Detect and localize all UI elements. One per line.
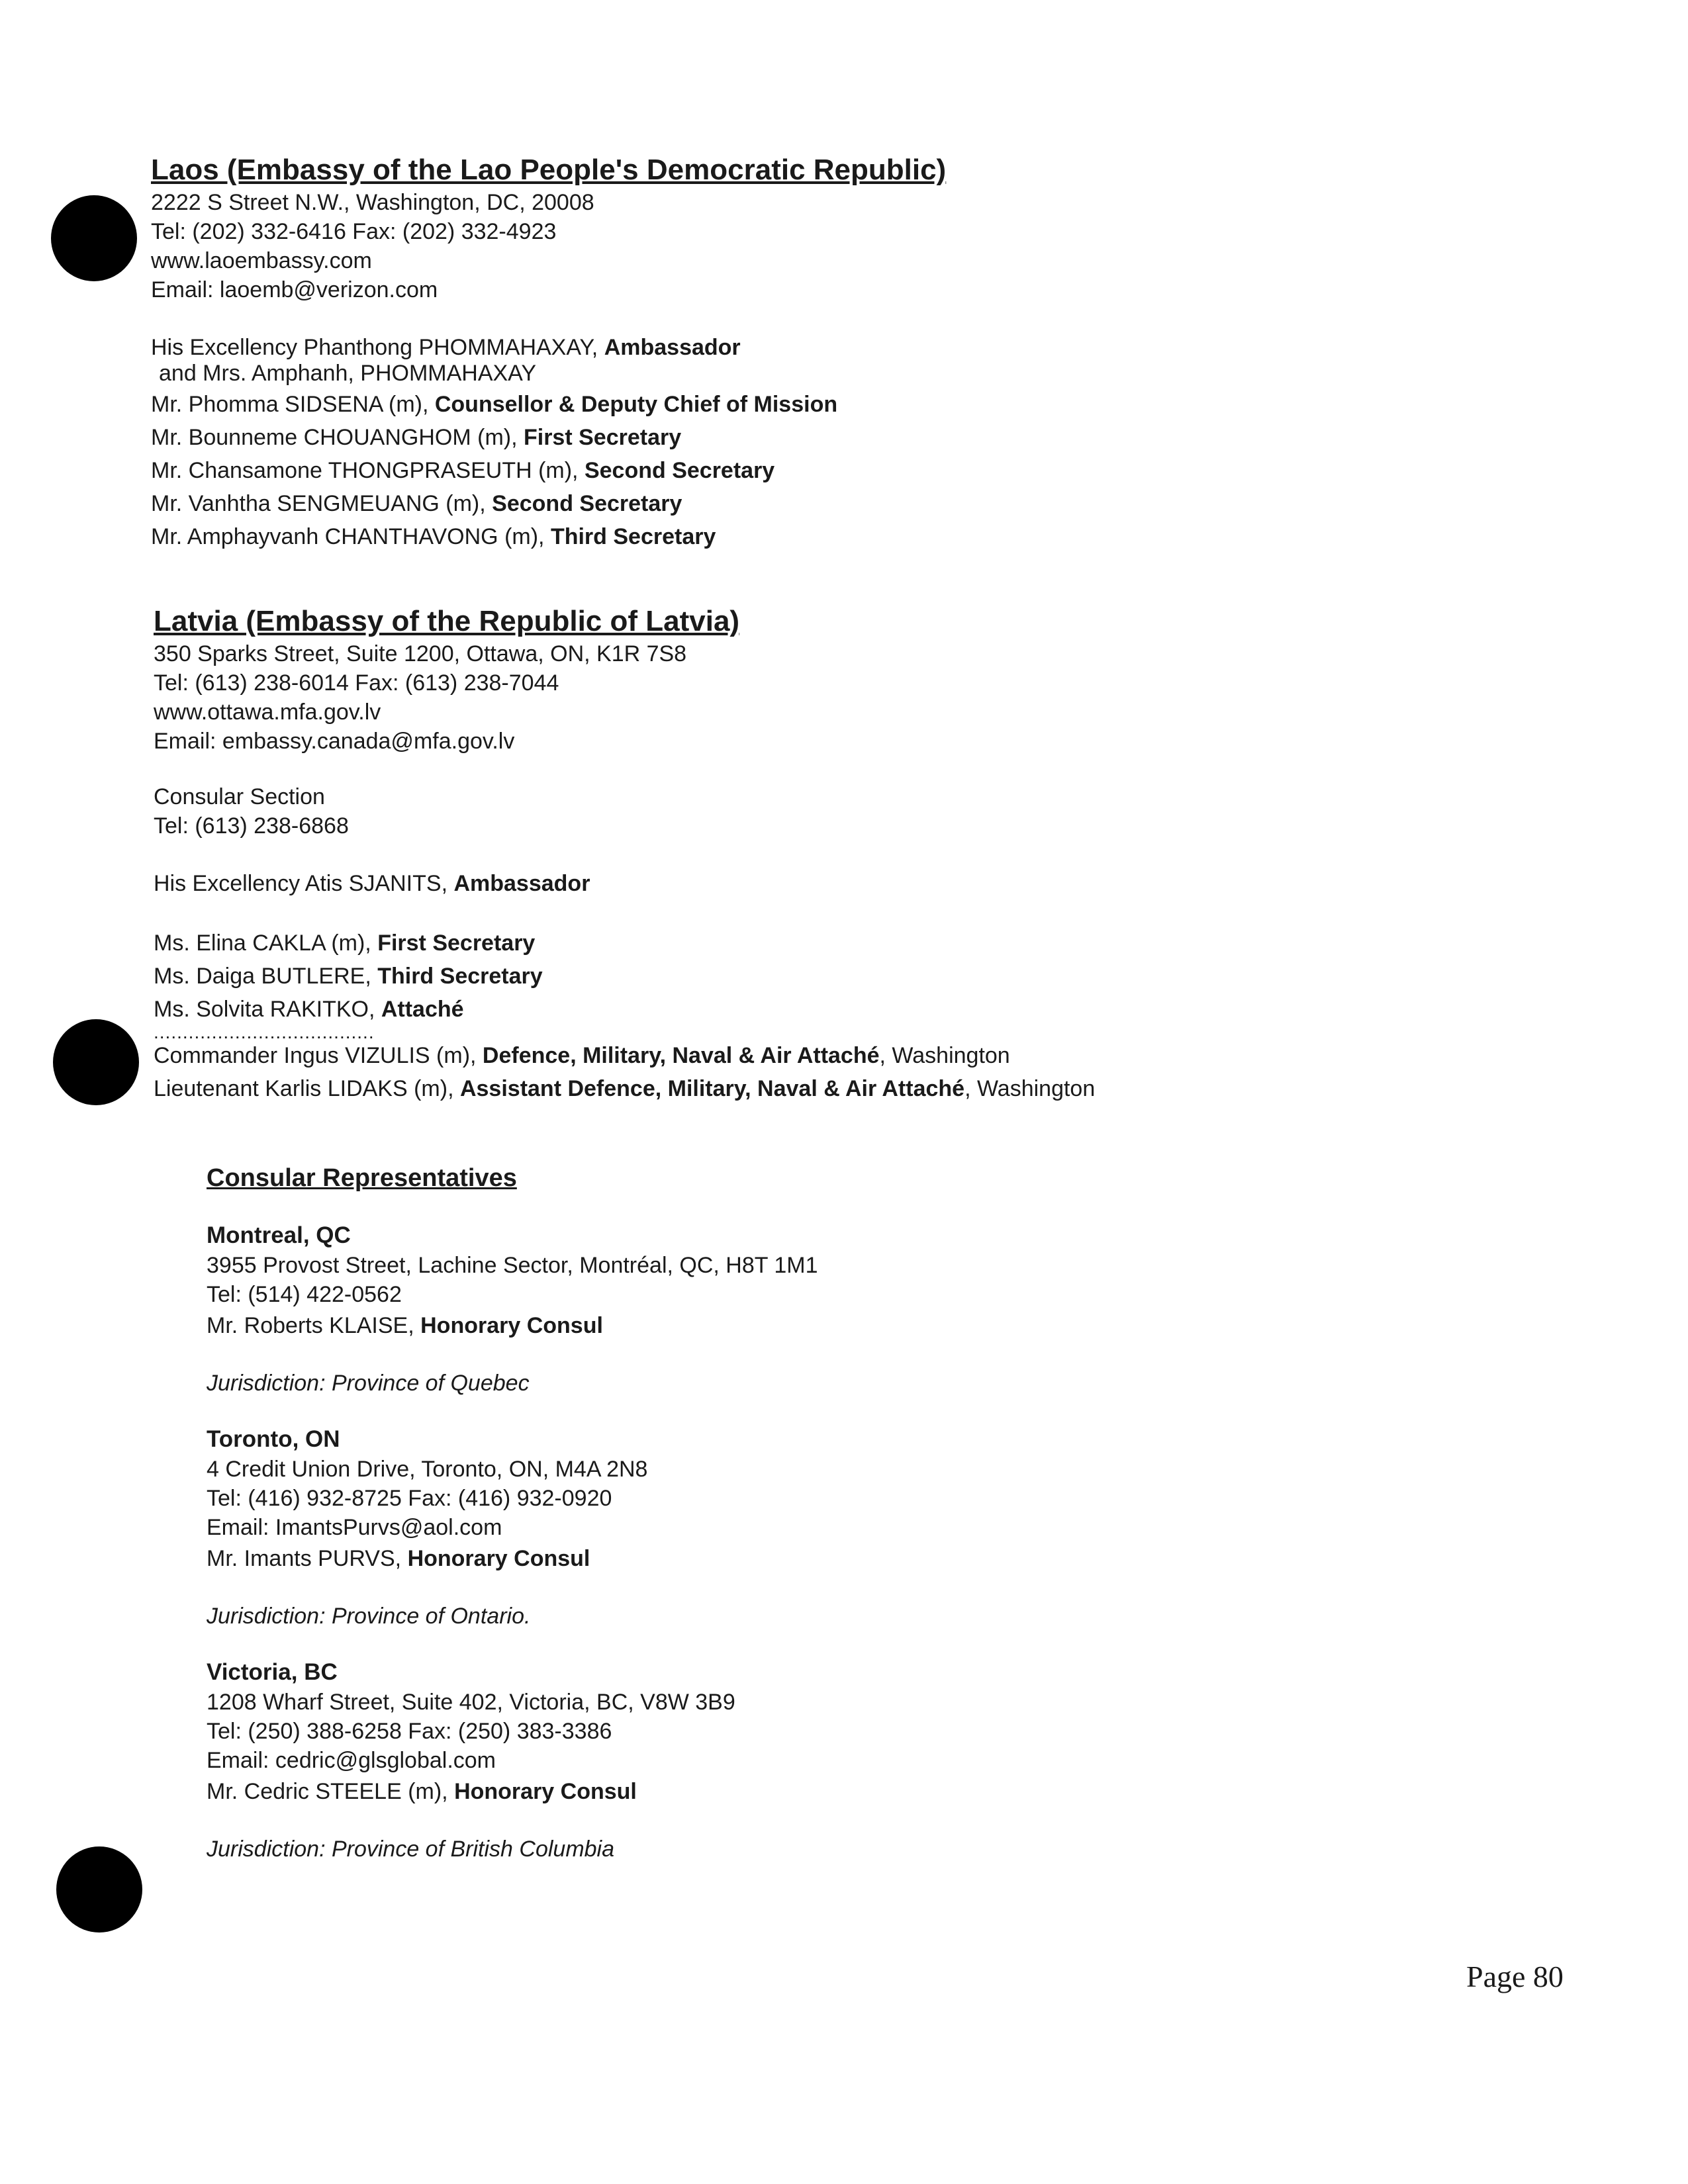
page-number: Page 80 bbox=[1466, 1960, 1564, 1993]
latvia-ambassador: His Excellency Atis SJANITS, Ambassador bbox=[154, 871, 590, 896]
consulate-consul: Mr. Cedric STEELE (m), Honorary Consul bbox=[207, 1779, 637, 1804]
latvia-tel-fax: Tel: (613) 238-6014 Fax: (613) 238-7044 bbox=[154, 670, 559, 696]
latvia-heading: Latvia (Embassy of the Republic of Latvia) bbox=[154, 605, 740, 637]
latvia-staff-1: Ms. Elina CAKLA (m), First Secretary bbox=[154, 931, 536, 956]
consulate-email: Email: ImantsPurvs@aol.com bbox=[207, 1515, 502, 1540]
consulate-tel: Tel: (514) 422-0562 bbox=[207, 1282, 402, 1307]
laos-staff-1: Mr. Phomma SIDSENA (m), Counsellor & Deputy Chief of Mission bbox=[151, 392, 838, 417]
consulate-victoria bbox=[207, 1657, 818, 1864]
consulate-tel: Tel: (416) 932-8725 Fax: (416) 932-0920 bbox=[207, 1486, 612, 1511]
consulate-toronto bbox=[207, 1424, 818, 1631]
consulate-address: 4 Credit Union Drive, Toronto, ON, M4A 2N8 bbox=[207, 1457, 648, 1482]
laos-tel-fax: Tel: (202) 332-6416 Fax: (202) 332-4923 bbox=[151, 219, 557, 244]
latvia-entry bbox=[154, 604, 1095, 1105]
laos-spouse: and Mrs. Amphanh, PHOMMAHAXAY bbox=[159, 361, 537, 386]
consulate-tel: Tel: (250) 388-6258 Fax: (250) 383-3386 bbox=[207, 1719, 612, 1744]
latvia-email: Email: embassy.canada@mfa.gov.lv bbox=[154, 729, 515, 754]
laos-heading: Laos (Embassy of the Lao People's Democratic Republic) bbox=[151, 154, 947, 186]
latvia-consular-section: Consular Section bbox=[154, 784, 325, 809]
consulate-consul: Mr. Roberts KLAISE, Honorary Consul bbox=[207, 1313, 603, 1338]
laos-staff-2: Mr. Bounneme CHOUANGHOM (m), First Secretary bbox=[151, 425, 682, 450]
consulate-jurisdiction: Jurisdiction: Province of Quebec bbox=[207, 1371, 530, 1396]
laos-ambassador: His Excellency Phanthong PHOMMAHAXAY, Ambassador bbox=[151, 335, 741, 360]
latvia-website: www.ottawa.mfa.gov.lv bbox=[154, 700, 381, 725]
consulate-address: 1208 Wharf Street, Suite 402, Victoria, BC, V8W 3B9 bbox=[207, 1690, 735, 1715]
consulate-city: Victoria, BC bbox=[207, 1659, 338, 1685]
consulate-jurisdiction: Jurisdiction: Province of British Columbia bbox=[207, 1837, 615, 1862]
laos-staff-5: Mr. Amphayvanh CHANTHAVONG (m), Third Secretary bbox=[151, 524, 716, 549]
consulate-montreal bbox=[207, 1220, 818, 1398]
latvia-staff-2: Ms. Daiga BUTLERE, Third Secretary bbox=[154, 964, 543, 989]
binder-hole-bottom bbox=[56, 1846, 142, 1933]
binder-hole-middle bbox=[53, 1019, 139, 1105]
laos-address: 2222 S Street N.W., Washington, DC, 20008 bbox=[151, 190, 594, 215]
laos-website: www.laoembassy.com bbox=[151, 248, 372, 273]
latvia-attache-2: Lieutenant Karlis LIDAKS (m), Assistant Defence, Military, Naval & Air Attaché, Washington bbox=[154, 1076, 1096, 1101]
consulate-city: Montreal, QC bbox=[207, 1222, 351, 1248]
separator-dots: ...................................... bbox=[154, 1022, 375, 1042]
consulate-city: Toronto, ON bbox=[207, 1426, 340, 1452]
consulate-address: 3955 Provost Street, Lachine Sector, Montréal, QC, H8T 1M1 bbox=[207, 1253, 818, 1278]
laos-staff-3: Mr. Chansamone THONGPRASEUTH (m), Second Secretary bbox=[151, 458, 775, 483]
binder-hole-top bbox=[51, 195, 137, 281]
consulate-jurisdiction: Jurisdiction: Province of Ontario. bbox=[207, 1604, 531, 1629]
consular-representatives bbox=[207, 1162, 818, 1864]
latvia-address: 350 Sparks Street, Suite 1200, Ottawa, ON, K1R 7S8 bbox=[154, 641, 687, 666]
latvia-attache-1: Commander Ingus VIZULIS (m), Defence, Military, Naval & Air Attaché, Washington bbox=[154, 1043, 1010, 1068]
latvia-consular-tel: Tel: (613) 238-6868 bbox=[154, 813, 349, 839]
laos-staff-4: Mr. Vanhtha SENGMEUANG (m), Second Secretary bbox=[151, 491, 682, 516]
consular-heading: Consular Representatives bbox=[207, 1164, 517, 1192]
laos-entry bbox=[151, 152, 946, 553]
laos-email: Email: laoemb@verizon.com bbox=[151, 277, 438, 302]
latvia-staff-3: Ms. Solvita RAKITKO, Attaché bbox=[154, 997, 464, 1022]
consulate-consul: Mr. Imants PURVS, Honorary Consul bbox=[207, 1546, 590, 1571]
consulate-email: Email: cedric@glsglobal.com bbox=[207, 1748, 496, 1773]
